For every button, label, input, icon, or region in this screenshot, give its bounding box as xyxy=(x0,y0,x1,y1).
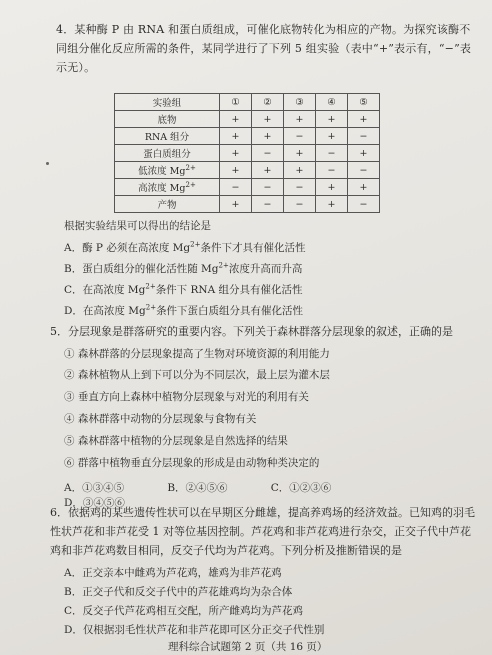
q4-conclusion-prompt: 根据实验结果可以得出的结论是 xyxy=(64,220,211,232)
table-cell: + xyxy=(252,111,284,128)
table-cell: − xyxy=(316,145,348,162)
page-footer: 理科综合试题第 2 页（共 16 页） xyxy=(168,641,328,653)
table-cell: − xyxy=(348,128,380,145)
table-row xyxy=(115,128,380,145)
table-cell: − xyxy=(316,162,348,179)
table-cell: + xyxy=(220,128,252,145)
table-cell: + xyxy=(348,111,380,128)
table-cell: − xyxy=(252,179,284,196)
table-cell: − xyxy=(284,128,316,145)
row-label: 底物 xyxy=(115,111,220,128)
q5-choice-b: B．②④⑤⑥ xyxy=(167,482,228,494)
row-label: RNA 组分 xyxy=(115,128,220,145)
table-header-cell: ⑤ xyxy=(348,94,380,111)
table-header-cell: ④ xyxy=(316,94,348,111)
stray-mark xyxy=(46,162,49,165)
table-cell: + xyxy=(252,128,284,145)
q4-stem: 4．某种酶 P 由 RNA 和蛋白质组成，可催化底物转化为相应的产物。为探究该酶不同组分催化反应所需的条件，某同学进行了下列 5 组实验（表中“+”表示有，“−”表示无）。 xyxy=(56,23,472,74)
row-label: 低浓度 $Mg^{2+}$ xyxy=(115,162,220,179)
table-row xyxy=(115,179,380,196)
table-header-cell: ② xyxy=(252,94,284,111)
table-header-row xyxy=(115,94,380,111)
q6-option-c: C．反交子代芦花鸡相互交配，所产雌鸡均为芦花鸡 xyxy=(64,605,304,617)
table-cell: + xyxy=(220,145,252,162)
q5-choice-c: C．①②③⑥ xyxy=(270,482,332,494)
q5-stem: 5．分层现象是群落研究的重要内容。下列关于森林群落分层现象的叙述，正确的是 xyxy=(50,325,453,338)
q4-option-a: A．酶 P 必须在高浓度 $Mg^{2+}$条件下才具有催化活性 xyxy=(64,240,306,254)
table-cell: + xyxy=(348,145,380,162)
q5-choice-a: A．①③④⑤ xyxy=(64,482,125,494)
table-header-cell: ① xyxy=(220,94,252,111)
table-cell: − xyxy=(348,196,380,213)
table-cell: + xyxy=(316,196,348,213)
table-header-cell: 实验组 xyxy=(115,94,220,111)
table-cell: + xyxy=(220,196,252,213)
q4-option-d: D．在高浓度 $Mg^{2+}$条件下蛋白质组分具有催化活性 xyxy=(64,303,304,317)
q5-choice-d: D．③④⑤⑥ xyxy=(64,497,125,509)
experiment-table xyxy=(114,93,380,213)
table-cell: + xyxy=(316,179,348,196)
q5-statement-3: ③ 垂直方向上森林中植物分层现象与对光的利用有关 xyxy=(64,391,309,403)
table-cell: − xyxy=(284,196,316,213)
q5-statement-1: ① 森林群落的分层现象提高了生物对环境资源的利用能力 xyxy=(64,348,330,360)
q5-statement-5: ⑤ 森林群落中植物的分层现象是自然选择的结果 xyxy=(64,435,288,447)
row-label: 高浓度 $Mg^{2+}$ xyxy=(115,179,220,196)
table-cell: − xyxy=(284,179,316,196)
q6-stem: 6．依据鸡的某些遗传性状可以在早期区分雌雄，提高养鸡场的经济效益。已知鸡的羽毛性状芦花和非芦花受 1 对等位基因控制。芦花鸡和非芦花鸡进行杂交，正交子代中芦花鸡和非芦花鸡数目相同，反交子代均为芦花鸡。下列分析及推断错误的是 xyxy=(50,506,475,557)
table-cell: − xyxy=(348,162,380,179)
row-label: 蛋白质组分 xyxy=(115,145,220,162)
table-row xyxy=(115,162,380,179)
table-cell: + xyxy=(220,111,252,128)
q6-option-b: B．正交子代和反交子代中的芦花雄鸡均为杂合体 xyxy=(64,586,293,598)
table-cell: + xyxy=(348,179,380,196)
table-cell: + xyxy=(284,162,316,179)
table-cell: − xyxy=(252,196,284,213)
q5-statement-4: ④ 森林群落中动物的分层现象与食物有关 xyxy=(64,413,257,425)
table-cell: + xyxy=(284,111,316,128)
q5-statement-2: ② 森林植物从上到下可以分为不同层次，最上层为灌木层 xyxy=(64,369,330,381)
row-label: 产物 xyxy=(115,196,220,213)
table-cell: + xyxy=(252,162,284,179)
table-row xyxy=(115,111,380,128)
table-cell: + xyxy=(316,111,348,128)
q6-option-d: D．仅根据羽毛性状芦花和非芦花即可区分正交子代性别 xyxy=(64,624,325,636)
table-cell: − xyxy=(252,145,284,162)
table-row xyxy=(115,196,380,213)
table-cell: + xyxy=(284,145,316,162)
table-cell: − xyxy=(220,179,252,196)
q5-statement-6: ⑥ 群落中植物垂直分层现象的形成是由动物种类决定的 xyxy=(64,457,320,469)
table-cell: + xyxy=(220,162,252,179)
table-header-cell: ③ xyxy=(284,94,316,111)
table-cell: + xyxy=(316,128,348,145)
table-row xyxy=(115,145,380,162)
q6-option-a: A．正交亲本中雌鸡为芦花鸡，雄鸡为非芦花鸡 xyxy=(64,567,282,579)
q4-option-c: C．在高浓度 $Mg^{2+}$条件下 RNA 组分具有催化活性 xyxy=(64,282,303,296)
q4-option-b: B．蛋白质组分的催化活性随 $Mg^{2+}$浓度升高而升高 xyxy=(64,261,303,275)
